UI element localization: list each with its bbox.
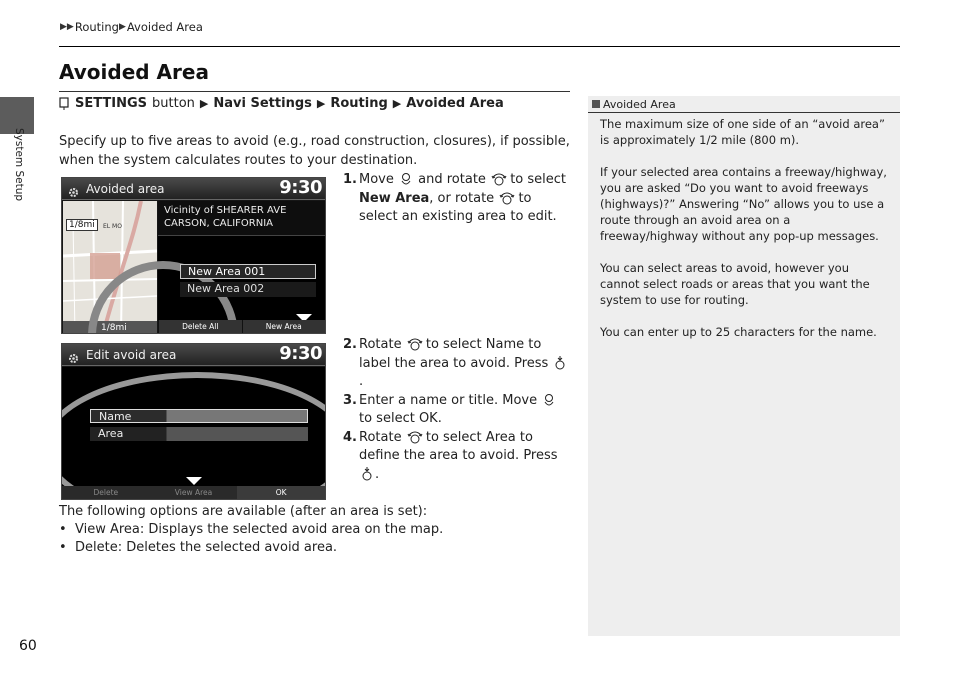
menu-path-item: Avoided Area xyxy=(406,96,504,111)
breadcrumb-item[interactable]: Avoided Area xyxy=(126,20,203,34)
screen-title: Avoided area xyxy=(86,182,165,196)
map-street-label: EL MO xyxy=(103,223,122,230)
delete-all-button[interactable]: Delete All xyxy=(158,320,242,333)
step-1 xyxy=(343,171,571,227)
vicinity-line-2: CARSON, CALIFORNIA xyxy=(164,218,274,229)
step-3 xyxy=(343,392,571,429)
note-body xyxy=(600,116,890,356)
step-text: . xyxy=(359,374,364,389)
note-icon xyxy=(592,100,600,108)
press-knob-icon xyxy=(360,467,374,482)
step-number: 3. xyxy=(343,392,357,408)
menu-path-button-word: button xyxy=(152,96,195,111)
map-scale: 1/8mi xyxy=(66,219,98,231)
joystick-icon xyxy=(542,393,556,408)
step-text: Enter a name or title. Move xyxy=(359,392,538,408)
page-number: 60 xyxy=(19,638,37,654)
breadcrumb-arrow-icon: ▶ xyxy=(118,22,126,32)
chapter-label: System Setup xyxy=(13,128,25,202)
joystick-icon xyxy=(399,172,413,187)
ok-button[interactable]: OK xyxy=(237,486,325,499)
screen-clock: 9:30 xyxy=(279,343,322,364)
breadcrumb-item[interactable]: Routing xyxy=(74,20,119,34)
list-item-new-area-002[interactable]: New Area 002 xyxy=(180,282,316,297)
step-text: to select an existing area to edit. xyxy=(359,190,557,224)
step-number: 4. xyxy=(343,429,357,445)
avoided-area-list-panel xyxy=(158,201,325,334)
step-text: . xyxy=(375,466,380,482)
note-paragraph: You can select areas to avoid, however you cannot select roads or areas that you want the system to use for routing. xyxy=(600,261,870,307)
menu-path xyxy=(59,96,504,111)
intro-paragraph: Specify up to five areas to avoid (e.g., road construction, closures), if possible, when the system calculates routes to your destination. xyxy=(59,134,570,168)
menu-path-arrow-icon: ▶ xyxy=(316,97,326,110)
step-text: to select xyxy=(359,411,415,426)
screenshot-edit-avoid-area xyxy=(61,343,326,500)
menu-path-arrow-icon: ▶ xyxy=(199,97,209,110)
note-sidebar xyxy=(588,96,900,636)
step-text: Rotate xyxy=(359,337,402,352)
step-text: to select xyxy=(425,337,482,352)
step-text: to select xyxy=(425,429,482,445)
step-text: and rotate xyxy=(418,172,486,187)
options-section xyxy=(59,503,443,557)
gear-icon xyxy=(68,183,79,194)
rotate-knob-icon xyxy=(491,172,505,187)
view-area-button[interactable]: View Area xyxy=(174,488,213,497)
options-intro: The following options are available (after an area is set): xyxy=(59,504,428,519)
rotate-knob-icon xyxy=(407,337,421,352)
screen1-softkeys xyxy=(158,320,325,333)
screen-title: Edit avoid area xyxy=(86,348,177,362)
screen-clock: 9:30 xyxy=(279,177,322,198)
option-desc: : Deletes the selected avoid area. xyxy=(117,540,338,555)
rotate-knob-icon xyxy=(407,430,421,445)
note-paragraph: The maximum size of one side of an “avoid area” is approximately 1/2 mile (800 m). xyxy=(600,117,885,147)
edit-panel xyxy=(62,367,325,488)
header-divider xyxy=(59,46,900,47)
breadcrumb-arrow-icon: ▶▶ xyxy=(60,22,74,32)
map-bottom-scale: 1/8mi xyxy=(101,323,127,333)
option-view-area xyxy=(59,521,443,539)
note-paragraph: You can enter up to 25 characters for the name. xyxy=(600,325,877,339)
title-divider xyxy=(59,91,570,92)
step-text: . xyxy=(437,411,442,426)
option-desc: : Displays the selected avoid area on the map. xyxy=(139,522,444,537)
screen-header xyxy=(62,178,325,200)
step-text: , or rotate xyxy=(429,190,495,206)
step-text: Move xyxy=(359,172,394,187)
menu-path-item: Routing xyxy=(330,96,388,111)
step-term: OK xyxy=(418,411,438,426)
step-term: New Area xyxy=(359,190,430,206)
steps-group-2 xyxy=(343,336,571,484)
screenshot-avoided-area xyxy=(61,177,326,334)
rotate-knob-icon xyxy=(499,191,513,206)
new-area-button[interactable]: New Area xyxy=(242,320,326,333)
list-item-new-area-001[interactable]: New Area 001 xyxy=(180,264,316,279)
screen-header xyxy=(62,344,325,366)
step-number: 2. xyxy=(343,337,357,352)
step-2 xyxy=(343,336,571,392)
menu-path-settings: SETTINGS xyxy=(75,96,148,111)
step-text: Rotate xyxy=(359,429,402,445)
gear-icon xyxy=(68,349,79,360)
steps-group-1 xyxy=(343,171,571,227)
area-field[interactable]: Area xyxy=(90,427,308,441)
step-4 xyxy=(343,429,571,485)
step-text: to select xyxy=(510,172,567,187)
option-delete xyxy=(59,539,443,557)
step-term: Name xyxy=(485,337,525,352)
note-heading xyxy=(588,96,900,113)
step-text: to label the area to avoid. Press xyxy=(359,337,549,371)
option-term: View Area xyxy=(75,522,140,537)
step-term: Area xyxy=(485,429,516,445)
step-text: to define the area to avoid. Press xyxy=(359,429,558,463)
breadcrumb xyxy=(60,20,203,34)
name-field[interactable]: Name xyxy=(90,409,308,423)
note-heading-text: Avoided Area xyxy=(603,97,676,111)
option-term: Delete xyxy=(75,540,118,555)
scroll-down-icon[interactable] xyxy=(186,477,202,485)
screen2-softkeys xyxy=(62,486,325,499)
vicinity-line-1: Vicinity of SHEARER AVE xyxy=(164,205,287,216)
delete-button[interactable]: Delete xyxy=(93,488,119,497)
home-icon xyxy=(59,97,69,110)
press-knob-icon xyxy=(553,356,567,371)
page-title: Avoided Area xyxy=(59,60,209,84)
menu-path-item: Navi Settings xyxy=(213,96,312,111)
menu-path-arrow-icon: ▶ xyxy=(392,97,402,110)
vicinity-box xyxy=(158,201,325,236)
step-number: 1. xyxy=(343,172,357,187)
note-paragraph: If your selected area contains a freeway/highway, you are asked “Do you want to avoid freeways (highways)?” Answering “No” allows you to use a route through an avoid area on a freeway/highway without any pop-up messages. xyxy=(600,165,887,243)
